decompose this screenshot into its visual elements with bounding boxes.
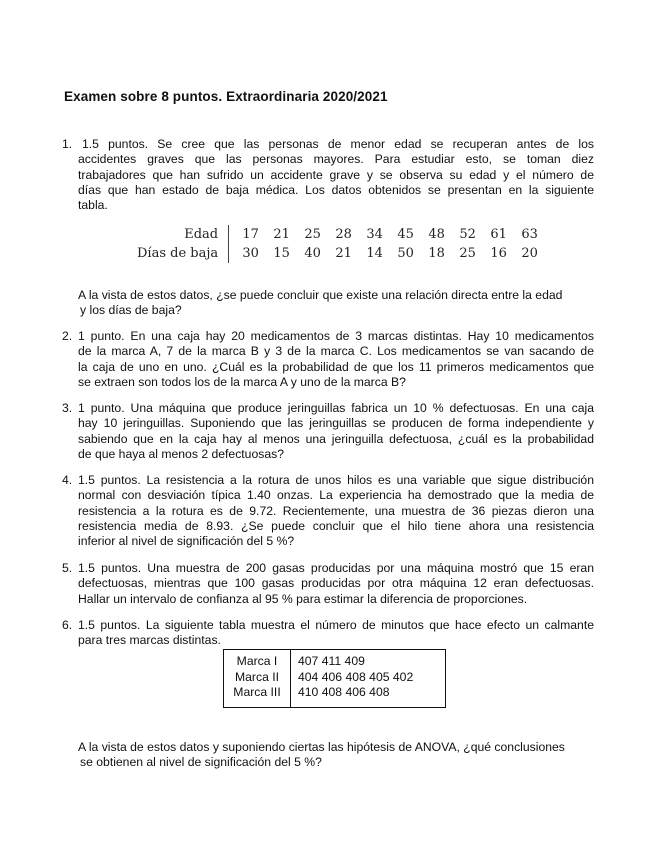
table-cell: 21 bbox=[335, 246, 352, 261]
table-cell: 18 bbox=[428, 246, 445, 261]
question-line: 1 punto. Una máquina que produce jeringuillas fabrica un 10 % defectuosas. En una caja bbox=[78, 401, 594, 415]
marca-label: Marca II bbox=[224, 670, 291, 686]
question-number: 4. bbox=[62, 473, 73, 487]
question-text bbox=[78, 561, 594, 607]
question-number: 5. bbox=[62, 561, 73, 575]
question-line: de que haya al menos 2 defectuosas? bbox=[78, 446, 284, 461]
question-line: normal con desviación típica 1.40 onzas. La experiencia ha demostrado que la media de bbox=[78, 488, 594, 503]
question-line: se obtienen al nivel de significación del 5 %? bbox=[80, 755, 322, 770]
table-row bbox=[224, 685, 446, 707]
question-line: 1.5 puntos. Se cree que las personas de menor edad se recuperan antes de los bbox=[82, 137, 594, 151]
row-label-edad: Edad bbox=[137, 225, 229, 244]
table-cell: 14 bbox=[366, 246, 383, 261]
marca-label: Marca I bbox=[224, 650, 291, 670]
marca-values: 410 408 406 408 bbox=[298, 685, 390, 699]
question-line: la caja de uno en uno. ¿Cuál es la probabilidad de que los 11 primeros medicamentos que bbox=[78, 359, 594, 374]
marca-values: 404 406 408 405 402 bbox=[298, 669, 414, 684]
question-text bbox=[78, 329, 594, 390]
question-line: resistencia media de 8.93. ¿Se puede concluir que el hilo tiene ahora una resistencia bbox=[78, 518, 594, 533]
table-cell: 52 bbox=[459, 227, 476, 242]
question-line: sabiendo que en la caja hay al menos una jeringuilla defectuosa, ¿cuál es la probabilidad bbox=[78, 431, 594, 446]
question-line: defectuosas, mientras que 100 gasas producidas por otra máquina 12 eran defectuosas. bbox=[78, 576, 594, 591]
table-row-dias bbox=[137, 244, 545, 263]
table-cell: 61 bbox=[490, 227, 507, 242]
question-text bbox=[78, 618, 594, 649]
table-cell: 16 bbox=[490, 246, 507, 261]
question-3 bbox=[62, 401, 594, 462]
question-line: hay 10 jeringuillas. Suponiendo que las jeringuillas se producen de forma independiente y bbox=[78, 416, 594, 431]
table-cell: 25 bbox=[459, 246, 476, 261]
table-cell: 20 bbox=[521, 246, 538, 261]
table-cell: 63 bbox=[521, 227, 538, 242]
question-line: 1.5 puntos. Una muestra de 200 gasas producidas por una máquina mostró que 15 eran bbox=[78, 561, 594, 575]
question-text bbox=[78, 473, 594, 549]
table-cell: 50 bbox=[397, 246, 414, 261]
question-number: 3. bbox=[62, 401, 73, 415]
question-line: 1.5 puntos. La siguiente tabla muestra el número de minutos que hace efecto un calmante bbox=[78, 618, 594, 632]
question-6-followup bbox=[78, 740, 592, 771]
table-cell: 15 bbox=[273, 246, 290, 261]
question-line: A la vista de estos datos, ¿se puede concluir que existe una relación directa entre la edad bbox=[78, 288, 563, 302]
question-number: 2. bbox=[62, 329, 73, 343]
question-line: 1 punto. En una caja hay 20 medicamentos de 3 marcas distintas. Hay 10 medicamentos bbox=[78, 329, 594, 343]
marca-label: Marca III bbox=[224, 685, 291, 707]
question-line: para tres marcas distintas. bbox=[78, 633, 221, 648]
question-line: 1.5 puntos. La resistencia a la rotura de unos hilos es una variable que sigue distribución bbox=[78, 473, 594, 487]
question-line: se extraen son todos los de la marca A y uno de la marca B? bbox=[78, 374, 406, 389]
question-1 bbox=[62, 137, 594, 213]
question-number: 6. bbox=[62, 618, 73, 632]
question-2 bbox=[62, 329, 594, 390]
question-line: tabla. bbox=[78, 198, 108, 213]
page-title: Examen sobre 8 puntos. Extraordinaria 2020/2021 bbox=[64, 89, 388, 104]
table-row bbox=[224, 670, 446, 686]
marca-values: 407 411 409 bbox=[298, 654, 365, 668]
table-cell: 34 bbox=[366, 227, 383, 242]
table-cell: 48 bbox=[428, 227, 445, 242]
row-label-dias: Días de baja bbox=[137, 244, 229, 263]
question-line: días que han estado de baja médica. Los datos obtenidos se presentan en la siguiente bbox=[78, 182, 594, 197]
question-line: inferior al nivel de significación del 5 %? bbox=[78, 534, 295, 549]
question-1-followup bbox=[78, 288, 592, 319]
table-cell: 45 bbox=[397, 227, 414, 242]
question-6 bbox=[62, 618, 594, 649]
question-line: trabajadores que han sufrido un accidente grave y se observa su edad y el número de bbox=[78, 167, 594, 182]
table-cell: 28 bbox=[335, 227, 352, 242]
question-line: Hallar un intervalo de confianza al 95 % para estimar la diferencia de proporciones. bbox=[78, 591, 528, 606]
question-line: y los días de baja? bbox=[80, 303, 182, 318]
table-cell: 25 bbox=[304, 227, 321, 242]
question-line: resistencia a la rotura es de 9.72. Recientemente, una muestra de 36 piezas dieron una bbox=[78, 503, 594, 518]
question-text bbox=[78, 137, 594, 213]
question-4 bbox=[62, 473, 594, 549]
table-row bbox=[224, 650, 446, 670]
question-line: de la marca A, 7 de la marca B y 3 de la marca C. Los medicamentos se van sacando de bbox=[78, 344, 594, 359]
question-5 bbox=[62, 561, 594, 607]
table-cell: 21 bbox=[273, 227, 290, 242]
table-cell: 30 bbox=[242, 246, 259, 261]
table-cell: 17 bbox=[242, 227, 259, 242]
question-text bbox=[78, 401, 594, 462]
edad-dias-table bbox=[137, 225, 545, 263]
question-number: 1. bbox=[62, 137, 73, 151]
question-line: accidentes graves que las personas mayores. Para estudiar esto, se toman diez bbox=[78, 152, 594, 167]
question-line: A la vista de estos datos y suponiendo ciertas las hipótesis de ANOVA, ¿qué conclusiones bbox=[78, 740, 565, 754]
marcas-table bbox=[223, 649, 446, 708]
table-cell: 40 bbox=[304, 246, 321, 261]
table-row-edad bbox=[137, 225, 545, 244]
